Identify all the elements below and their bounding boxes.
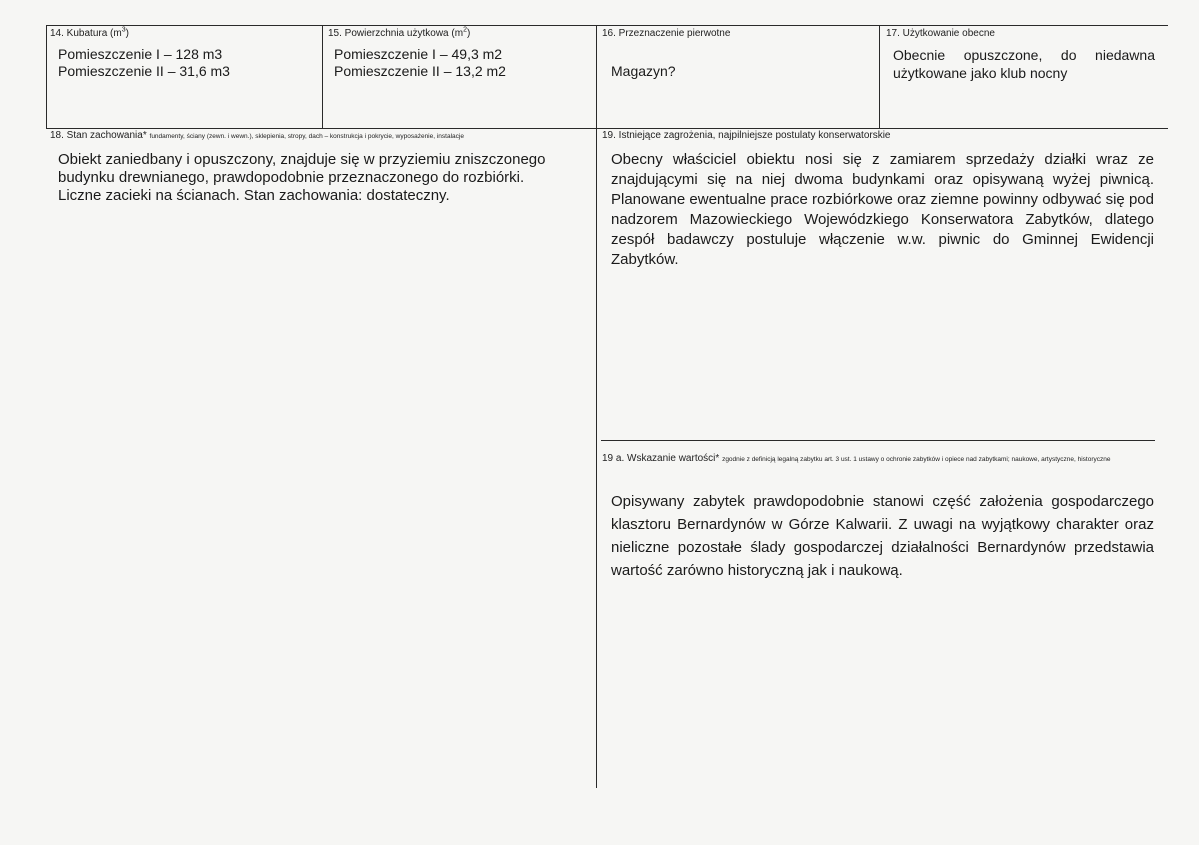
- cell-15-value-2: Pomieszczenie II – 13,2 m2: [334, 63, 506, 79]
- cell-17-value: Obecnie opuszczone, do niedawna użytkowane jako klub nocny: [893, 47, 1155, 81]
- cell-16-value: Magazyn?: [611, 63, 676, 79]
- top-border: [46, 25, 1168, 26]
- left-border: [46, 25, 47, 128]
- section-19a-label: 19 a. Wskazanie wartości* zgodnie z definicją legalną zabytku art. 3 ust. 1 ustawy o ochronie zabytków i opiece nad zabytkami; naukowe, artystyczne, historyczne: [602, 453, 1111, 464]
- section-19-label: 19. Istniejące zagrożenia, najpilniejsze postulaty konserwatorskie: [602, 130, 891, 141]
- section-18-line-3: Liczne zacieki na ścianach. Stan zachowania: dostateczny.: [58, 187, 450, 204]
- cell-14-label: 14. Kubatura $(m^3)$: [50, 26, 129, 39]
- section-18-label: 18. Stan zachowania* fundamenty, ściany (zewn. i wewn.), sklepienia, stropy, dach – konstrukcja i pokrycie, wyposażenie, instalacje: [50, 130, 464, 141]
- section-18-line-1: Obiekt zaniedbany i opuszczony, znajduje się w przyziemiu zniszczonego: [58, 151, 546, 168]
- cell-14-value-2: Pomieszczenie II – 31,6 m3: [58, 63, 230, 79]
- divider-18-19: [596, 128, 597, 788]
- cell-15-label: 15. Powierzchnia użytkowa $(m^2)$: [328, 26, 471, 39]
- section-19a-text: Opisywany zabytek prawdopodobnie stanowi część założenia gospodarczego klasztoru Bernardynów w Górze Kalwarii. Z uwagi na wyjątkowy charakter oraz nieliczne pozostałe ślady gospodarczej działalności Bernardynów przedstawia wartość zarówno historyczną jak i naukową.: [611, 493, 1154, 579]
- cell-15-value-1: Pomieszczenie I – 49,3 m2: [334, 46, 503, 62]
- cell-17-label: 17. Użytkowanie obecne: [886, 28, 995, 39]
- section-19-text: Obecny właściciel obiektu nosi się z zamiarem sprzedaży działki wraz ze znajdującymi się na niej dwoma budynkami oraz opisywaną wyżej piwnicą. Planowane ewentualne prace rozbiórkowe oraz ziemne powinny odbywać się pod nadzorem Mazowieckiego Wojewódzkiego Konserwatora Zabytków, dlatego zespół badawczy postuluje włączenie w.w. piwnic do Gminnej Ewidencji Zabytków.: [611, 151, 1154, 268]
- section-18-line-2: budynku drewnianego, prawdopodobnie przeznaczonego do rozbiórki.: [58, 169, 525, 186]
- top-row-bottom-border: [46, 128, 1168, 129]
- cell-16-label: 16. Przeznaczenie pierwotne: [602, 28, 731, 39]
- cell-14-value-1: Pomieszczenie I – 128 m3: [58, 46, 223, 62]
- divider-14-15: [322, 25, 323, 128]
- divider-15-16: [596, 25, 597, 128]
- divider-16-17: [879, 25, 880, 128]
- divider-19-19a: [601, 440, 1155, 441]
